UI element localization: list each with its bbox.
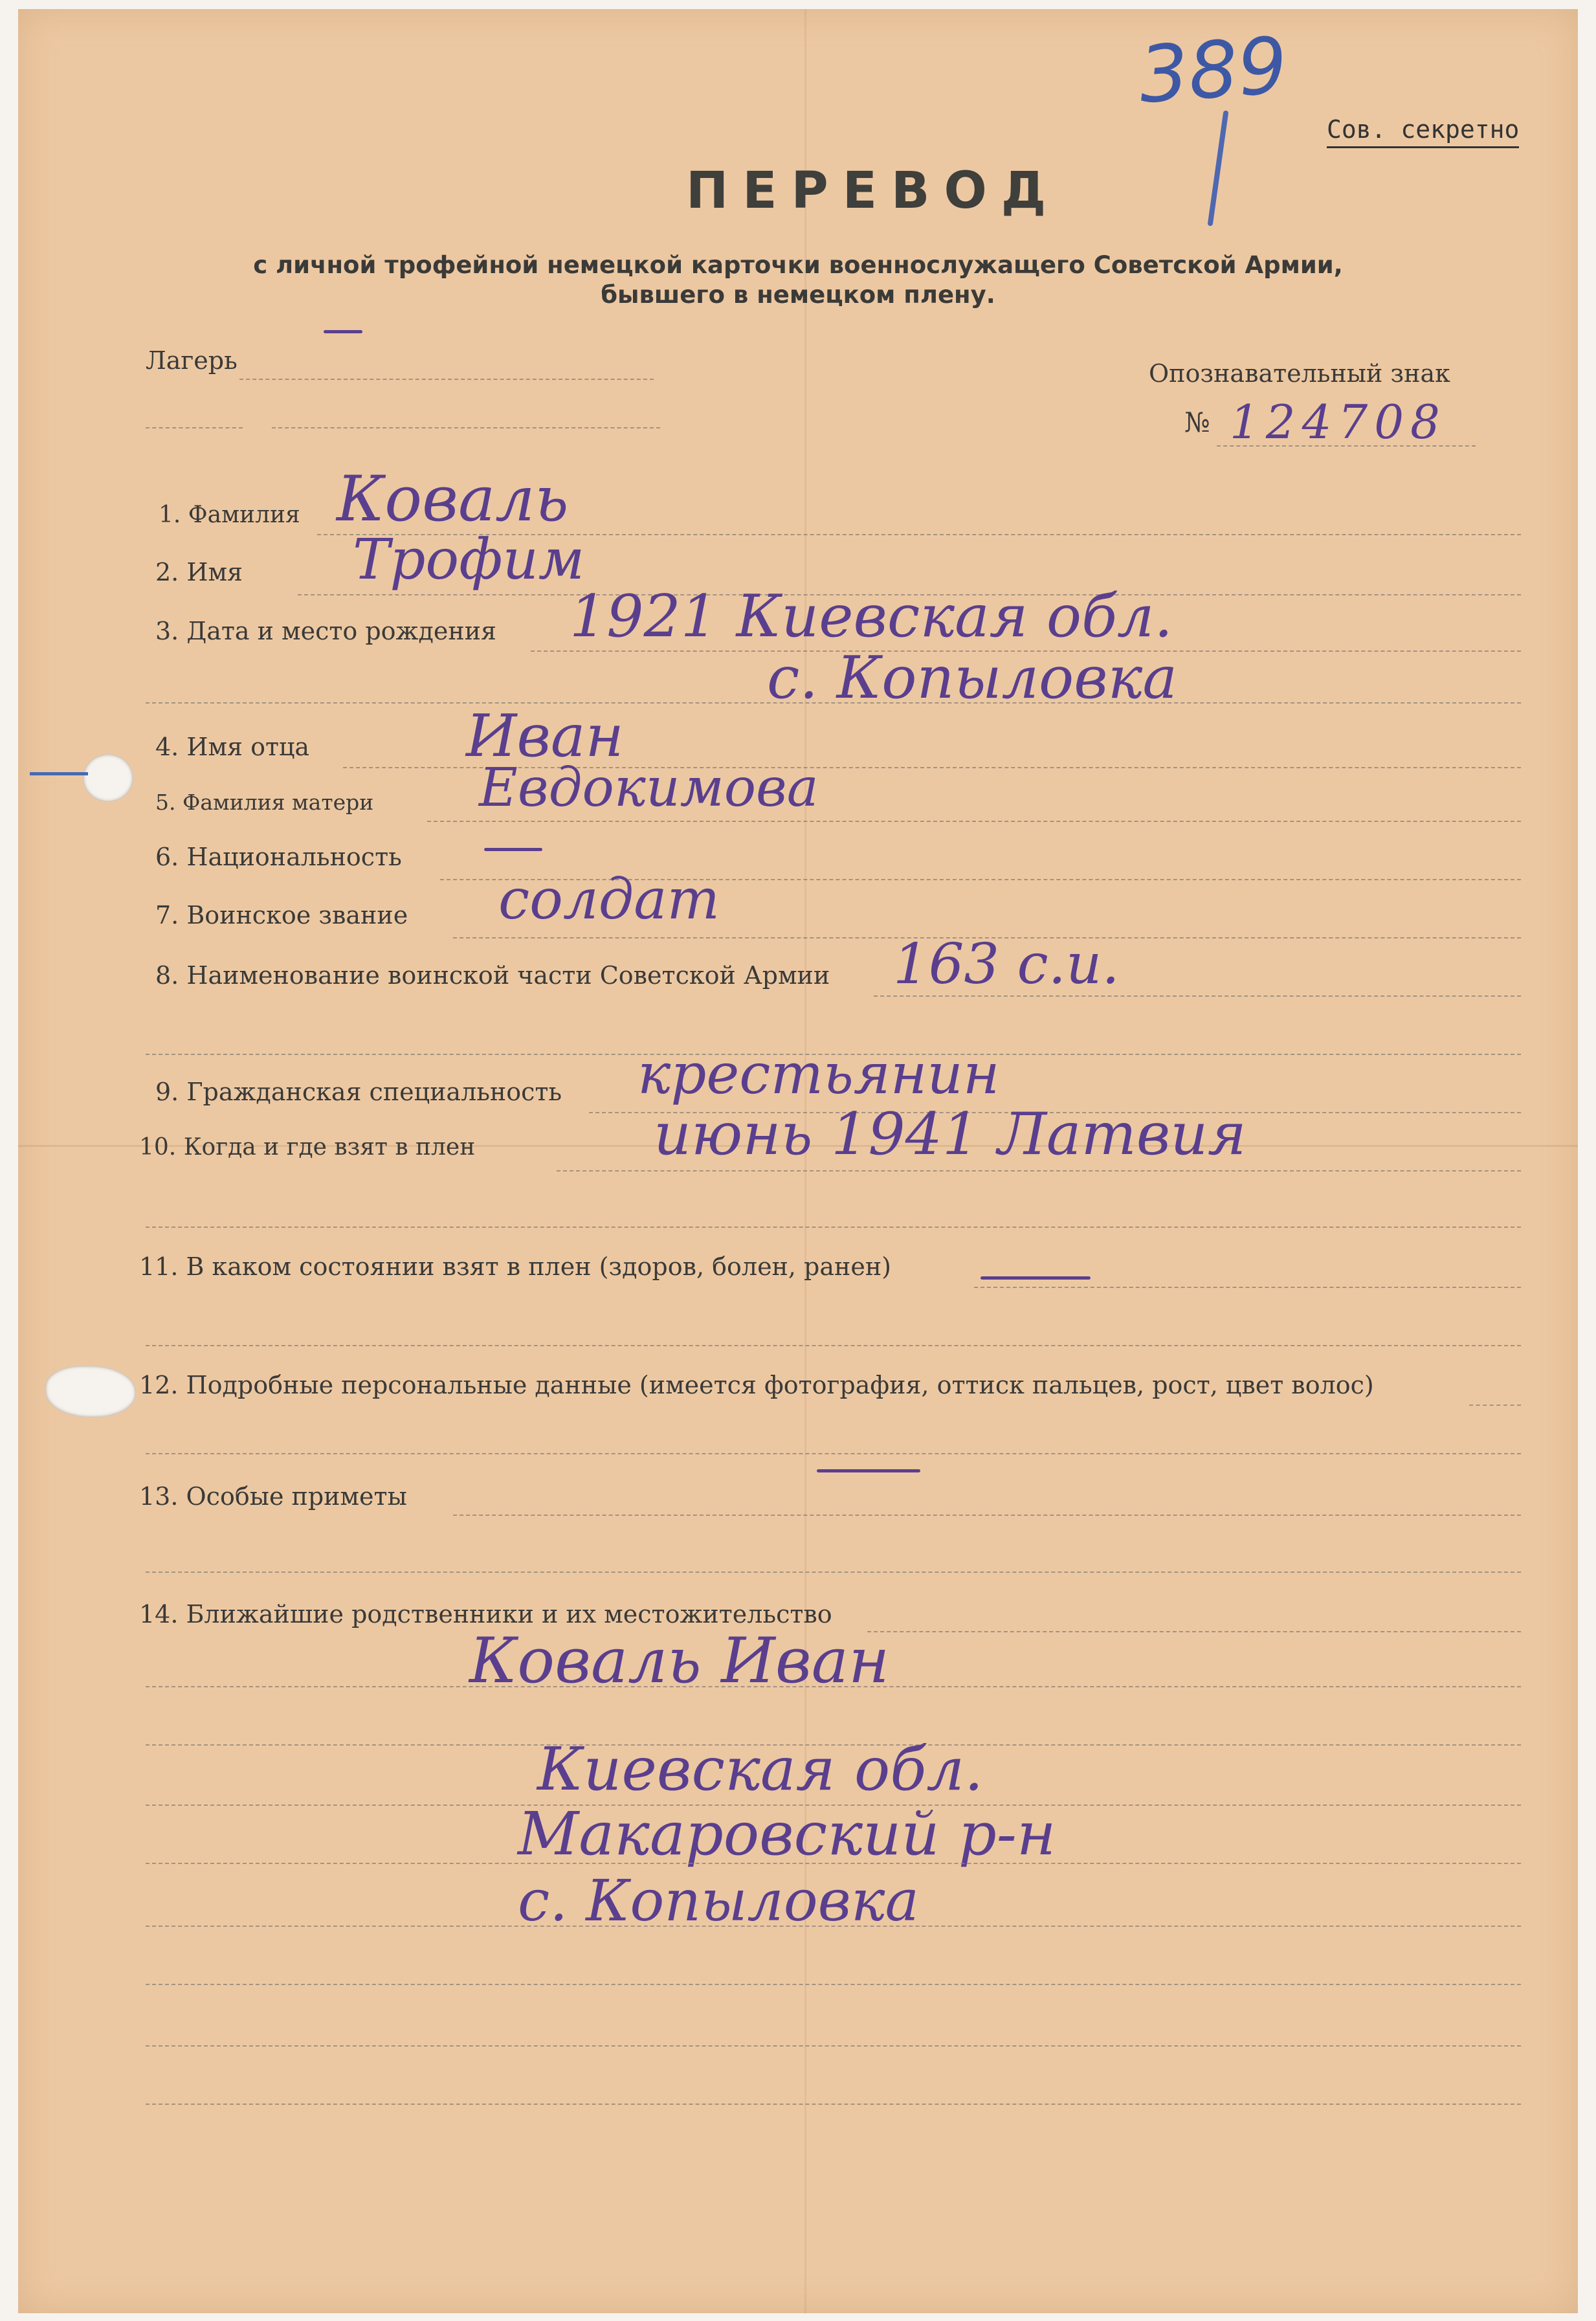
- field-14-line-9: [146, 2104, 1521, 2105]
- field-14-label: 14. Ближайшие родственники и их местожительство: [139, 1600, 832, 1628]
- field-14-line: [867, 1631, 1521, 1632]
- id-tag-value: 124708: [1230, 395, 1446, 449]
- field-9-label: 9. Гражданская специальность: [155, 1078, 562, 1106]
- field-13-label: 13. Особые приметы: [139, 1482, 407, 1511]
- field-3-value: 1921 Киевская обл.: [570, 583, 1173, 650]
- field-2-label: 2. Имя: [155, 558, 243, 586]
- field-8-label: 8. Наименование воинской части Советской Армии: [155, 961, 830, 990]
- field-4-value: Иван: [466, 702, 624, 770]
- field-12-line: [1469, 1405, 1521, 1406]
- field-6-label: 6. Национальность: [155, 843, 402, 871]
- field-12-dash: [817, 1469, 920, 1472]
- field-11-line-2: [146, 1345, 1521, 1346]
- punch-hole: [83, 754, 133, 802]
- field-2-value: Трофим: [353, 528, 585, 592]
- camp-line-2a: [146, 427, 243, 428]
- field-14-line-5: [146, 1863, 1521, 1864]
- camp-line-2b: [272, 427, 660, 428]
- field-14-line-6: [146, 1926, 1521, 1927]
- subtitle-line-2: бывшего в немецком плену.: [601, 281, 995, 309]
- id-tag-prefix: №: [1184, 406, 1210, 438]
- field-7-value: солдат: [498, 867, 720, 932]
- relatives-line-3: Макаровский р-н: [518, 1799, 1056, 1869]
- field-10-line-2: [146, 1227, 1521, 1228]
- margin-tick: [30, 772, 88, 775]
- field-5-line: [427, 821, 1521, 822]
- field-13-line: [453, 1515, 1521, 1516]
- camp-line: [239, 379, 654, 380]
- field-3-line-2: [146, 702, 1521, 704]
- field-9-value: крестьянин: [637, 1042, 1000, 1107]
- field-1-value: Коваль: [337, 463, 569, 535]
- field-8-line: [874, 995, 1521, 997]
- id-tag-line: [1217, 445, 1476, 447]
- field-11-line: [974, 1287, 1521, 1288]
- dash-mark: [324, 330, 362, 333]
- field-8-value: 163 с.и.: [893, 932, 1120, 997]
- page-title: ПЕРЕВОД: [686, 162, 1061, 220]
- field-14-line-2: [146, 1686, 1521, 1687]
- subtitle-line-1: с личной трофейной немецкой карточки военнослужащего Советской Армии,: [253, 251, 1343, 279]
- field-11-label: 11. В каком состоянии взят в плен (здоров, болен, ранен): [139, 1252, 891, 1281]
- field-12-label: 12. Подробные персональные данные (имеется фотография, оттиск пальцев, рост, цвет волос): [139, 1371, 1374, 1399]
- camp-label: Лагерь: [146, 346, 238, 375]
- field-14-line-8: [146, 2045, 1521, 2047]
- field-13-line-2: [146, 1571, 1521, 1573]
- field-11-dash: [981, 1276, 1091, 1280]
- id-tag-label: Опознавательный знак: [1149, 359, 1450, 388]
- punch-hole-torn: [45, 1366, 136, 1417]
- field-12-line-2: [146, 1453, 1521, 1454]
- field-7-label: 7. Воинское звание: [155, 901, 408, 929]
- relatives-line-4: с. Копыловка: [518, 1867, 919, 1934]
- field-6-dash: [484, 848, 542, 851]
- field-3-value-2: с. Копыловка: [767, 644, 1177, 712]
- field-14-line-7: [146, 1984, 1521, 1985]
- field-1-label: 1. Фамилия: [159, 502, 300, 528]
- field-10-value: июнь 1941 Латвия: [654, 1100, 1247, 1168]
- archive-number: 389: [1136, 21, 1291, 121]
- classification-stamp: Сов. секретно: [1327, 115, 1519, 148]
- relatives-line-2: Киевская обл.: [537, 1735, 984, 1804]
- field-5-label: 5. Фамилия матери: [155, 790, 374, 815]
- field-10-line: [557, 1170, 1521, 1172]
- field-3-label: 3. Дата и место рождения: [155, 617, 497, 645]
- relatives-line-1: Коваль Иван: [469, 1625, 890, 1697]
- field-10-label: 10. Когда и где взят в плен: [139, 1134, 476, 1160]
- field-4-label: 4. Имя отца: [155, 733, 310, 761]
- field-5-value: Евдокимова: [479, 757, 819, 819]
